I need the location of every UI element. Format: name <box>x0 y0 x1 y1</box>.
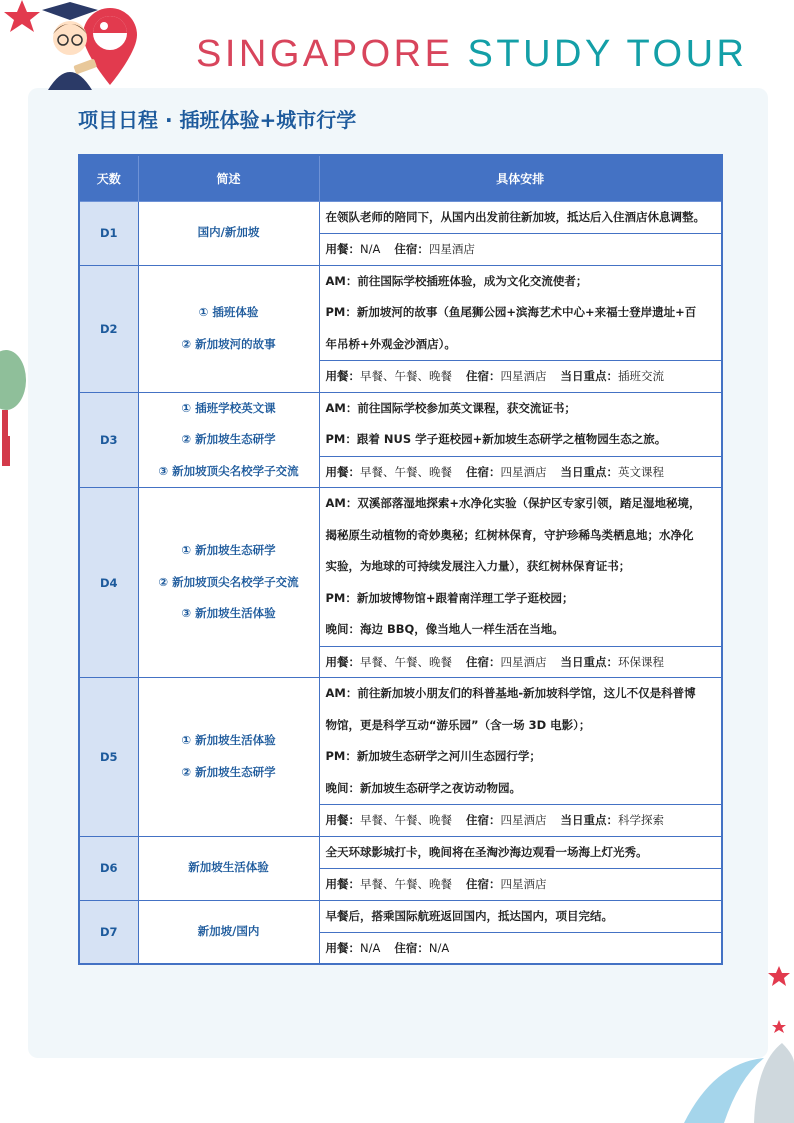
meal-cell <box>319 646 722 678</box>
stay-value: 四星酒店 <box>500 654 547 669</box>
detail-cell <box>319 678 722 805</box>
meal-label: 用餐： <box>325 242 360 257</box>
focus-label: 当日重点： <box>560 813 618 828</box>
meal-cell <box>319 805 722 837</box>
summary-line: ② 新加坡生态研学 <box>181 764 276 779</box>
summary-cell <box>138 201 319 265</box>
stay-value: 四星酒店 <box>428 242 475 257</box>
summary-line: ② 新加坡顶尖名校学子交流 <box>158 574 299 589</box>
stay-label: 住宿： <box>466 464 501 479</box>
summary-line: ① 新加坡生态研学 <box>181 543 276 558</box>
summary-line: ① 插班体验 <box>198 305 259 319</box>
meal-label: 用餐： <box>325 369 360 384</box>
header-title-part1: SINGAPORE <box>196 33 454 75</box>
meal-cell <box>319 933 722 965</box>
detail-line: AM：前往国际学校插班体验，成为文化交流使者； <box>325 273 588 288</box>
focus-value: 插班交流 <box>618 369 664 384</box>
meal-cell <box>319 234 722 266</box>
detail-line: PM：新加坡河的故事（鱼尾狮公园+滨海艺术中心+来福士登岸遗址+百 <box>325 305 697 319</box>
stay-label: 住宿： <box>466 877 501 892</box>
stay-label: 住宿： <box>466 654 501 669</box>
merlion-icon <box>684 1043 794 1123</box>
column-header-summary: 简述 <box>138 155 319 201</box>
day-cell: D4 <box>79 488 138 678</box>
summary-cell <box>138 265 319 392</box>
detail-cell <box>319 265 722 361</box>
meal-value: N/A <box>360 242 381 257</box>
summary-line: ① 插班学校英文课 <box>181 400 276 415</box>
summary-cell <box>138 836 319 900</box>
stay-label: 住宿： <box>466 369 501 384</box>
meal-value: N/A <box>360 941 381 955</box>
focus-label: 当日重点： <box>560 654 618 669</box>
day-cell: D3 <box>79 392 138 488</box>
table-row <box>79 201 722 234</box>
section-title: 项目日程 · 插班体验+城市行学 <box>78 108 357 132</box>
summary-line: ② 新加坡河的故事 <box>181 336 276 351</box>
detail-line: 揭秘原生动植物的奇妙奥秘；红树林保育，守护珍稀鸟类栖息地；水净化 <box>325 527 694 542</box>
detail-line: 在领队老师的陪同下，从国内出发前往新加坡，抵达后入住酒店休息调整。 <box>325 209 705 224</box>
stay-label: 住宿： <box>394 941 429 955</box>
header-title-part2: STUDY TOUR <box>467 33 748 75</box>
table-row <box>79 678 722 805</box>
lantern-icon <box>0 330 30 475</box>
table-row <box>79 900 722 933</box>
meal-label: 用餐： <box>325 654 360 669</box>
merlion-decoration <box>684 960 794 1123</box>
table-header-row <box>79 155 722 201</box>
stay-value: N/A <box>428 941 450 955</box>
meal-label: 用餐： <box>325 813 360 828</box>
schedule-table <box>78 154 723 965</box>
stay-label: 住宿： <box>466 813 501 828</box>
detail-line: 晚间：新加坡生态研学之夜访动物园。 <box>325 780 521 795</box>
meal-cell <box>319 361 722 393</box>
stay-value: 四星酒店 <box>500 813 547 828</box>
detail-line: 年吊桥+外观金沙酒店）。 <box>325 336 456 351</box>
day-cell: D1 <box>79 201 138 265</box>
column-header-day: 天数 <box>79 155 138 201</box>
meal-label: 用餐： <box>325 941 360 955</box>
table-row <box>79 265 722 361</box>
meal-value: 早餐、午餐、晚餐 <box>360 877 452 892</box>
day-cell: D5 <box>79 678 138 837</box>
day-cell: D7 <box>79 900 138 964</box>
meal-label: 用餐： <box>325 464 360 479</box>
detail-cell <box>319 836 722 869</box>
meal-value: 早餐、午餐、晚餐 <box>360 464 452 479</box>
detail-cell <box>319 488 722 647</box>
page-header-title <box>196 30 747 78</box>
detail-line: AM：前往新加坡小朋友们的科普基地-新加坡科学馆，这儿不仅是科普博 <box>325 686 696 700</box>
detail-line: 晚间：海边 BBQ，像当地人一样生活在当地。 <box>325 622 564 636</box>
detail-line: 早餐后，搭乘国际航班返回国内，抵达国内，项目完结。 <box>325 908 613 923</box>
summary-line: 新加坡/国内 <box>197 924 260 938</box>
stay-label: 住宿： <box>394 242 429 257</box>
header-decoration <box>0 0 150 90</box>
meal-cell <box>319 456 722 488</box>
focus-value: 科学探索 <box>618 813 664 828</box>
meal-value: 早餐、午餐、晚餐 <box>360 369 452 384</box>
meal-value: 早餐、午餐、晚餐 <box>360 654 452 669</box>
detail-line: PM：新加坡生态研学之河川生态园行学； <box>325 749 541 763</box>
summary-cell <box>138 900 319 964</box>
detail-line: AM：双溪部落湿地探索+水净化实验（保护区专家引领，踏足湿地秘境， <box>325 496 701 510</box>
meal-value: 早餐、午餐、晚餐 <box>360 813 452 828</box>
detail-cell <box>319 201 722 234</box>
table-row <box>79 836 722 869</box>
table-body <box>79 201 722 964</box>
stay-value: 四星酒店 <box>500 464 547 479</box>
summary-line: 新加坡生活体验 <box>188 860 269 875</box>
detail-line: PM：跟着 NUS 学子逛校园+新加坡生态研学之植物园生态之旅。 <box>325 432 667 446</box>
meal-label: 用餐： <box>325 877 360 892</box>
focus-label: 当日重点： <box>560 369 618 384</box>
detail-line: PM：新加坡博物馆+跟着南洋理工学子逛校园； <box>325 590 574 605</box>
star-icon <box>768 966 790 1033</box>
focus-value: 环保课程 <box>618 654 664 669</box>
summary-line: ② 新加坡生态研学 <box>181 432 276 446</box>
table-row <box>79 488 722 647</box>
summary-line: ③ 新加坡顶尖名校学子交流 <box>158 463 299 478</box>
singapore-pin-icon <box>83 8 137 85</box>
column-header-detail: 具体安排 <box>319 155 722 201</box>
detail-cell <box>319 900 722 933</box>
table-row <box>79 392 722 456</box>
summary-cell <box>138 488 319 678</box>
stay-value: 四星酒店 <box>500 877 547 892</box>
stay-value: 四星酒店 <box>500 369 547 384</box>
detail-line: 全天环球影城打卡，晚间将在圣淘沙海边观看一场海上灯光秀。 <box>325 844 648 859</box>
focus-value: 英文课程 <box>618 464 664 479</box>
detail-cell <box>319 392 722 456</box>
detail-line: 实验，为地球的可持续发展注入力量），获红树林保育证书； <box>325 559 631 573</box>
day-cell: D2 <box>79 265 138 392</box>
meal-cell <box>319 869 722 901</box>
summary-line: ① 新加坡生活体验 <box>181 733 276 748</box>
day-cell: D6 <box>79 836 138 900</box>
star-icon <box>4 0 40 32</box>
summary-cell <box>138 392 319 488</box>
summary-cell <box>138 678 319 837</box>
focus-label: 当日重点： <box>560 464 618 479</box>
detail-line: 物馆，更是科学互动“游乐园”（含一场 3D 电影）； <box>325 717 591 732</box>
summary-line: ③ 新加坡生活体验 <box>181 606 276 621</box>
summary-line: 国内/新加坡 <box>197 225 260 240</box>
detail-line: AM：前往国际学校参加英文课程，获交流证书； <box>325 400 576 415</box>
